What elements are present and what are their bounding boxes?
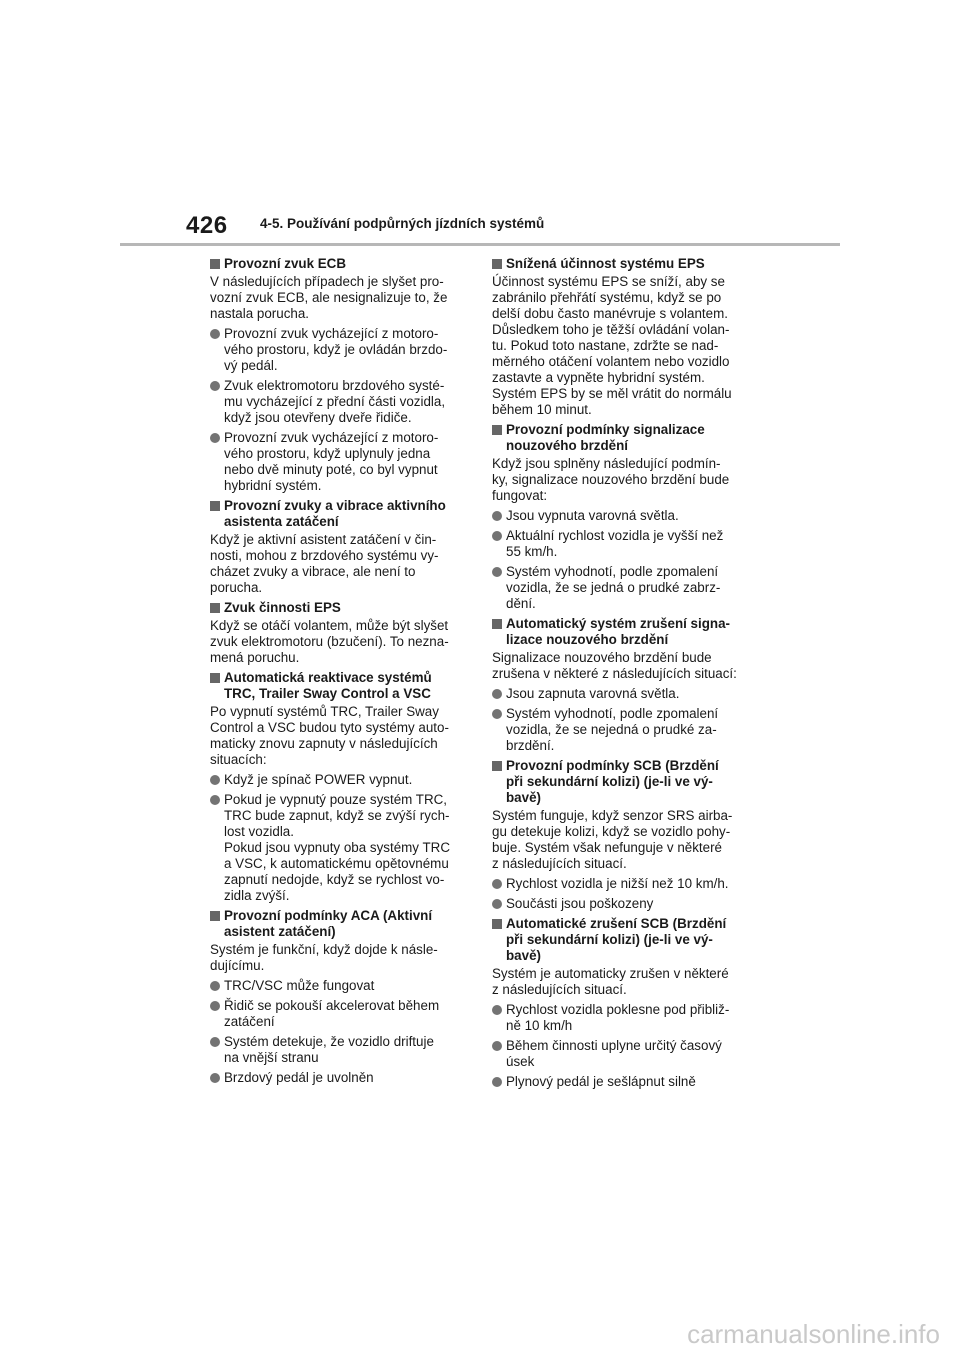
circle-bullet-icon (492, 1077, 502, 1087)
list-item: Brzdový pedál je uvolněn (210, 1070, 466, 1086)
circle-bullet-icon (492, 709, 502, 719)
circle-bullet-icon (492, 879, 502, 889)
square-bullet-icon (492, 259, 502, 269)
right-column (492, 256, 748, 1094)
paragraph: Systém je automaticky zrušen v některé z následujících situací. (492, 966, 729, 997)
circle-bullet-icon (492, 1005, 502, 1015)
circle-bullet-icon (492, 511, 502, 521)
list-item: Řidič se pokouší akcelerovat během zatáčení (210, 998, 466, 1030)
list-item: Součásti jsou poškozeny (492, 896, 748, 912)
circle-bullet-icon (210, 1073, 220, 1083)
header-divider (120, 243, 840, 246)
circle-bullet-icon (492, 531, 502, 541)
section-eps-reduced (492, 256, 748, 418)
circle-bullet-icon (210, 981, 220, 991)
section-heading: Zvuk činnosti EPS (210, 600, 466, 616)
list-item: Když je spínač POWER vypnut. (210, 772, 466, 788)
list-item: Provozní zvuk vycházející z motoro- vého prostoru, když je ovládán brzdo- vý pedál. (210, 326, 466, 374)
list-item: Provozní zvuk vycházející z motoro- vého prostoru, když uplynuly jedna nebo dvě minuty poté, co byl vypnut hybridní systém. (210, 430, 466, 494)
section-ebs-cancel (492, 616, 748, 754)
section-aca-sounds (210, 498, 466, 596)
section-ebs-conditions (492, 422, 748, 612)
circle-bullet-icon (210, 795, 220, 805)
list-item: Aktuální rychlost vozidla je vyšší než 55 km/h. (492, 528, 748, 560)
paragraph: Když se otáčí volantem, může být slyšet zvuk elektromotoru (bzučení). To nezna- mená poruchu. (210, 618, 449, 665)
circle-bullet-icon (210, 1037, 220, 1047)
section-heading: Snížená účinnost systému EPS (492, 256, 748, 272)
circle-bullet-icon (210, 1001, 220, 1011)
page-header (120, 214, 840, 246)
paragraph: Po vypnutí systémů TRC, Trailer Sway Control a VSC budou tyto systémy auto- maticky znovu zapnuty v následujících situacích: (210, 704, 449, 767)
section-heading: Automatická reaktivace systémů TRC, Trailer Sway Control a VSC (210, 670, 466, 702)
square-bullet-icon (210, 911, 220, 921)
list-item: Plynový pedál je sešlápnut silně (492, 1074, 748, 1090)
section-heading: Provozní podmínky SCB (Brzdění při sekundární kolizi) (je-li ve vý- bavě) (492, 758, 748, 806)
circle-bullet-icon (492, 899, 502, 909)
section-heading: Automatické zrušení SCB (Brzdění při sekundární kolizi) (je-li ve vý- bavě) (492, 916, 748, 964)
square-bullet-icon (492, 761, 502, 771)
section-eps-sound (210, 600, 466, 666)
list-item: TRC/VSC může fungovat (210, 978, 466, 994)
circle-bullet-icon (492, 1041, 502, 1051)
section-auto-reactivation (210, 670, 466, 904)
section-heading: Provozní zvuky a vibrace aktivního asistenta zatáčení (210, 498, 466, 530)
section-heading: Provozní zvuk ECB (210, 256, 466, 272)
section-heading: Automatický systém zrušení signa- lizace nouzového brzdění (492, 616, 748, 648)
left-column (210, 256, 466, 1090)
paragraph: Systém funguje, když senzor SRS airba- gu detekuje kolizi, když se vozidlo pohy- buje. Systém však nefunguje v některé z následujících situací. (492, 808, 733, 871)
list-item: Zvuk elektromotoru brzdového systé- mu vycházející z přední části vozidla, když jsou otevřeny dveře řidiče. (210, 378, 466, 426)
paragraph: Když jsou splněny následující podmín- ky, signalizace nouzového brzdění bude fungovat: (492, 456, 730, 503)
section-aca-conditions (210, 908, 466, 1086)
list-item: Pokud je vypnutý pouze systém TRC, TRC bude zapnut, když se zvýší rych- lost vozidla. Pokud jsou vypnuty oba systémy TRC a VSC, k automatickému opětovnému zapnutí nedojde, když se rychlost vo- zidla zvýší. (210, 792, 466, 904)
paragraph: V následujících případech je slyšet pro- vozní zvuk ECB, ale nesignalizuje to, že nastala porucha. (210, 274, 448, 321)
watermark-text: carmanualsonline.info (687, 1319, 940, 1349)
circle-bullet-icon (210, 433, 220, 443)
list-item: Systém vyhodnotí, podle zpomalení vozidla, že se nejedná o prudké za- brzdění. (492, 706, 748, 754)
paragraph: Když je aktivní asistent zatáčení v čin- nosti, mohou z brzdového systému vy- cházet zvuky a vibrace, ale není to porucha. (210, 532, 439, 595)
square-bullet-icon (210, 603, 220, 613)
section-title: 4-5. Používání podpůrných jízdních systémů (260, 216, 545, 231)
list-item: Rychlost vozidla poklesne pod přibliž- ně 10 km/h (492, 1002, 748, 1034)
circle-bullet-icon (210, 381, 220, 391)
square-bullet-icon (492, 619, 502, 629)
square-bullet-icon (210, 259, 220, 269)
circle-bullet-icon (210, 775, 220, 785)
list-item: Systém detekuje, že vozidlo driftuje na vnější stranu (210, 1034, 466, 1066)
list-item: Rychlost vozidla je nižší než 10 km/h. (492, 876, 748, 892)
square-bullet-icon (210, 501, 220, 511)
paragraph: Signalizace nouzového brzdění bude zrušena v některé z následujících situací: (492, 650, 737, 681)
section-heading: Provozní podmínky signalizace nouzového brzdění (492, 422, 748, 454)
circle-bullet-icon (492, 567, 502, 577)
circle-bullet-icon (492, 689, 502, 699)
page-number: 426 (186, 212, 228, 239)
paragraph: Systém je funkční, když dojde k násle- dujícímu. (210, 942, 438, 973)
section-scb-conditions (492, 758, 748, 912)
paragraph: Účinnost systému EPS se sníží, aby se zabránilo přehřátí systému, když se po delší dobu často manévruje s volantem. Důsledkem toho je těžší ovládání volan- tu. Pokud toto nastane, zdržte se nad- měrného otáčení volantem nebo vozidlo zastavte a vypněte hybridní systém. Systém EPS by se měl vrátit do normálu během 10 minut. (492, 274, 732, 417)
square-bullet-icon (492, 919, 502, 929)
square-bullet-icon (492, 425, 502, 435)
square-bullet-icon (210, 673, 220, 683)
circle-bullet-icon (210, 329, 220, 339)
list-item: Během činnosti uplyne určitý časový úsek (492, 1038, 748, 1070)
section-ecb-sound (210, 256, 466, 494)
section-scb-cancel (492, 916, 748, 1090)
list-item: Systém vyhodnotí, podle zpomalení vozidla, že se jedná o prudké zabrz- dění. (492, 564, 748, 612)
list-item: Jsou zapnuta varovná světla. (492, 686, 748, 702)
list-item: Jsou vypnuta varovná světla. (492, 508, 748, 524)
section-heading: Provozní podmínky ACA (Aktivní asistent zatáčení) (210, 908, 466, 940)
